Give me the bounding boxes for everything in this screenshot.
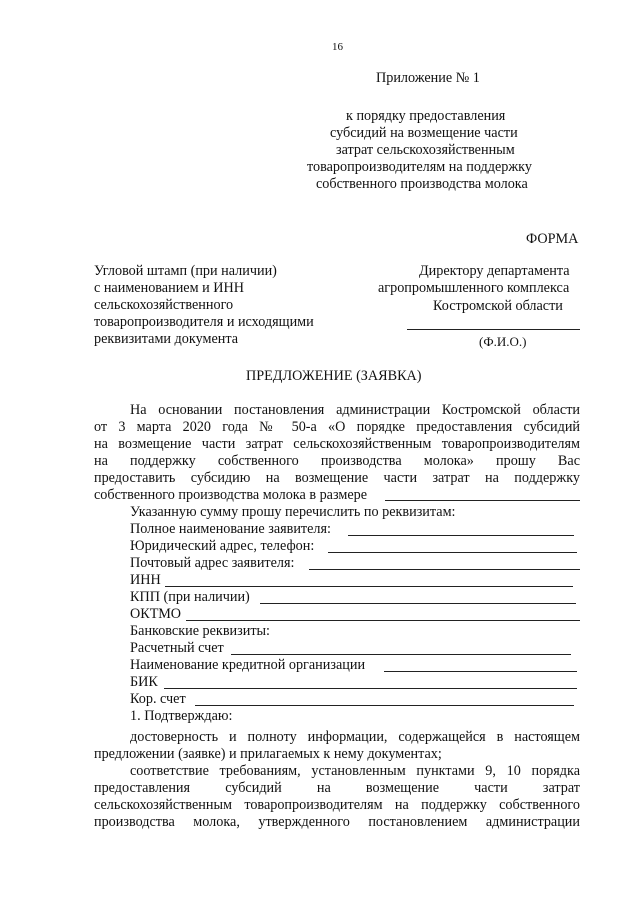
oktmo-field[interactable] bbox=[186, 620, 580, 621]
addressee-line: Директору департамента bbox=[419, 263, 570, 279]
page-number: 16 bbox=[332, 41, 343, 53]
intro-line: собственного производства молока в размере bbox=[94, 487, 368, 503]
confirm-header: 1. Подтверждаю: bbox=[130, 708, 233, 724]
stamp-line: с наименованием и ИНН bbox=[94, 280, 244, 296]
corr-account-label: Кор. счет bbox=[130, 691, 186, 707]
bank-name-label: Наименование кредитной организации bbox=[130, 657, 366, 673]
stamp-line: реквизитами документа bbox=[94, 331, 239, 347]
confirm-p2-line: соответствие требованиям, установленным пунктами 9, 10 порядка bbox=[130, 763, 580, 779]
confirm-p2-line: сельскохозяйственным товаропроизводителям на поддержку собственного bbox=[94, 797, 580, 813]
intro-line: на поддержку собственного производства молока» прошу Вас bbox=[94, 453, 580, 469]
postal-address-label: Почтовый адрес заявителя: bbox=[130, 555, 295, 571]
kpp-field[interactable] bbox=[260, 603, 576, 604]
corr-account-field[interactable] bbox=[195, 705, 574, 706]
account-label: Расчетный счет bbox=[130, 640, 224, 656]
confirm-p1-line: достоверность и полноту информации, содержащейся в настоящем bbox=[130, 729, 580, 745]
stamp-line: товаропроизводителя и исходящими bbox=[94, 314, 314, 330]
addressee-line: агропромышленного комплекса bbox=[378, 280, 570, 296]
requisites-intro: Указанную сумму прошу перечислить по реквизитам: bbox=[130, 504, 456, 520]
appendix-line: к порядку предоставления bbox=[346, 108, 506, 124]
document-title: ПРЕДЛОЖЕНИЕ (ЗАЯВКА) bbox=[246, 368, 422, 384]
bank-header: Банковские реквизиты: bbox=[130, 623, 270, 639]
bank-name-field[interactable] bbox=[384, 671, 577, 672]
inn-field[interactable] bbox=[165, 586, 573, 587]
bik-label: БИК bbox=[130, 674, 158, 690]
oktmo-label: ОКТМО bbox=[130, 606, 182, 622]
fio-caption: (Ф.И.О.) bbox=[479, 334, 527, 349]
postal-address-field[interactable] bbox=[309, 569, 580, 570]
full-name-field[interactable] bbox=[348, 535, 574, 536]
fio-signature-line[interactable] bbox=[407, 329, 580, 330]
legal-address-field[interactable] bbox=[328, 552, 577, 553]
confirm-p1-line: предложении (заявке) и прилагаемых к нему документах; bbox=[94, 746, 442, 762]
intro-line: от 3 марта 2020 года № 50-а «О порядке предоставления субсидий bbox=[94, 419, 580, 435]
legal-address-label: Юридический адрес, телефон: bbox=[130, 538, 315, 554]
account-field[interactable] bbox=[231, 654, 571, 655]
bik-field[interactable] bbox=[164, 688, 577, 689]
addressee-line: Костромской области bbox=[433, 298, 563, 314]
stamp-line: сельскохозяйственного bbox=[94, 297, 234, 313]
appendix-line: собственного производства молока bbox=[316, 176, 528, 192]
confirm-p2-line: производства молока, утвержденного постановлением администрации bbox=[94, 814, 580, 830]
stamp-line: Угловой штамп (при наличии) bbox=[94, 263, 277, 279]
appendix-line: товаропроизводителям на поддержку bbox=[307, 159, 532, 175]
confirm-p2-line: предоставления субсидий на возмещение части затрат bbox=[94, 780, 580, 796]
appendix-line: субсидий на возмещение части bbox=[330, 125, 518, 141]
amount-field[interactable] bbox=[385, 500, 580, 501]
intro-line: на возмещение части затрат сельскохозяйственным товаропроизводителям bbox=[94, 436, 580, 452]
inn-label: ИНН bbox=[130, 572, 161, 588]
intro-line: предоставить субсидию на возмещение части затрат на поддержку bbox=[94, 470, 580, 486]
appendix-line: затрат сельскохозяйственным bbox=[336, 142, 515, 158]
intro-line: На основании постановления администрации Костромской области bbox=[130, 402, 580, 418]
kpp-label: КПП (при наличии) bbox=[130, 589, 250, 605]
appendix-title: Приложение № 1 bbox=[376, 70, 480, 86]
full-name-label: Полное наименование заявителя: bbox=[130, 521, 331, 537]
form-label: ФОРМА bbox=[526, 231, 579, 247]
